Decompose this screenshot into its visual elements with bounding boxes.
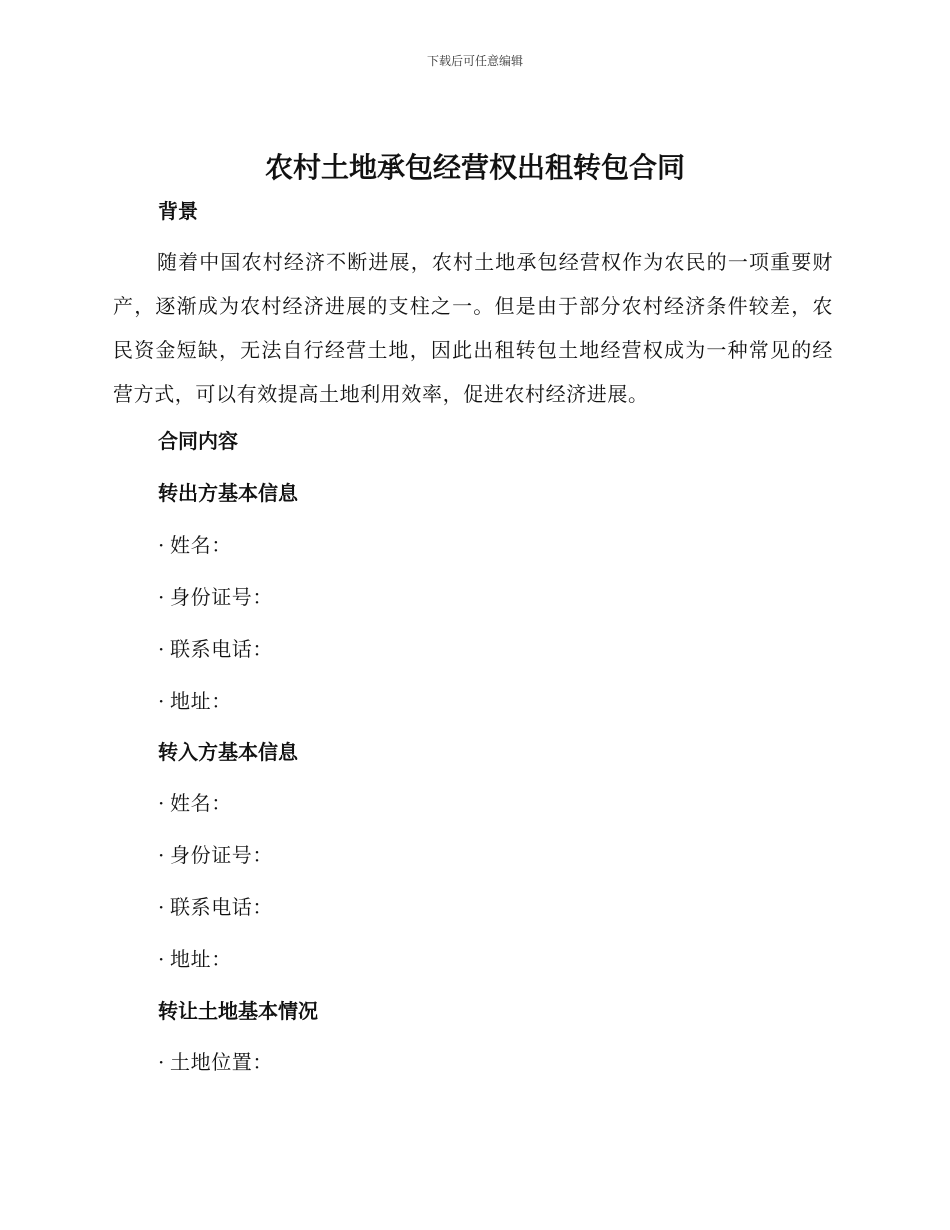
- bullet: ·: [158, 533, 165, 557]
- bullet: ·: [158, 791, 165, 815]
- transferee-name-label: 姓名：: [170, 791, 232, 815]
- transferee-name-item: [158, 789, 232, 817]
- land-location-item: [158, 1048, 273, 1076]
- bullet: ·: [158, 585, 165, 609]
- transferor-address-label: 地址：: [170, 689, 232, 713]
- bullet: ·: [158, 947, 165, 971]
- heading-land-info: 转让土地基本情况: [158, 999, 318, 1023]
- transferee-address-label: 地址：: [170, 947, 232, 971]
- transferee-address-item: [158, 945, 232, 973]
- transferor-id-item: [158, 583, 273, 611]
- heading-contract-content: 合同内容: [158, 429, 238, 453]
- land-location-label: 土地位置：: [170, 1050, 273, 1074]
- transferee-phone-label: 联系电话：: [170, 895, 273, 919]
- heading-transferee-info: 转入方基本信息: [158, 740, 298, 764]
- bullet: ·: [158, 895, 165, 919]
- bullet: ·: [158, 843, 165, 867]
- transferor-phone-item: [158, 635, 273, 663]
- bullet: ·: [158, 689, 165, 713]
- bullet: ·: [158, 637, 165, 661]
- transferor-phone-label: 联系电话：: [170, 637, 273, 661]
- header-note: 下载后可任意编辑: [426, 54, 523, 68]
- transferor-name-item: [158, 531, 232, 559]
- transferor-id-label: 身份证号：: [170, 585, 273, 609]
- transferor-name-label: 姓名：: [170, 533, 232, 557]
- heading-background: 背景: [158, 199, 198, 223]
- bullet: ·: [158, 1050, 165, 1074]
- transferee-id-label: 身份证号：: [170, 843, 273, 867]
- transferee-phone-item: [158, 893, 273, 921]
- heading-transferor-info: 转出方基本信息: [158, 481, 298, 505]
- transferor-address-item: [158, 687, 232, 715]
- background-paragraph: 随着中国农村经济不断进展，农村土地承包经营权作为农民的一项重要财产，逐渐成为农村经济进展的支柱之一。但是由于部分农村经济条件较差，农民资金短缺，无法自行经营土地，因此出租转包土地经营权成为一种常见的经营方式，可以有效提高土地利用效率，促进农村经济进展。: [113, 250, 833, 406]
- document-title: 农村土地承包经营权出租转包合同: [264, 151, 685, 184]
- transferee-id-item: [158, 841, 273, 869]
